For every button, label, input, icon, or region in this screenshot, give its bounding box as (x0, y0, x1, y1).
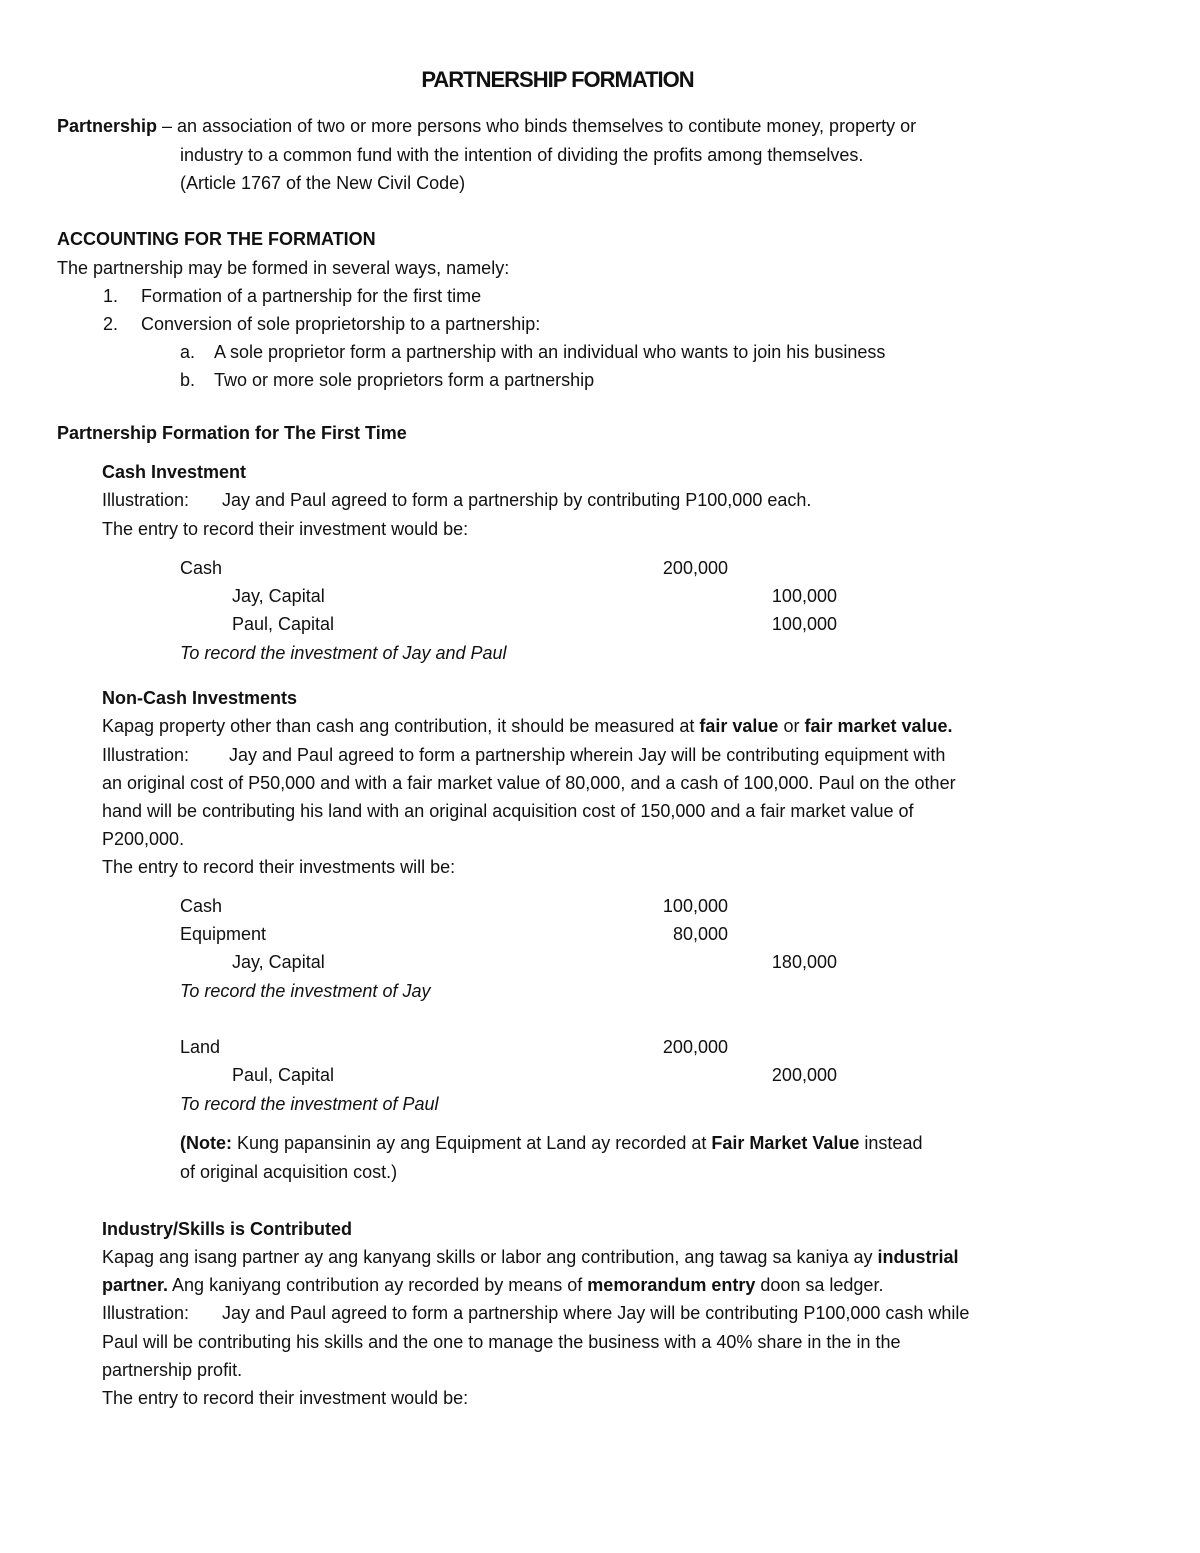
illustration-text: P200,000. (102, 829, 185, 849)
journal-memo: To record the investment of Jay and Paul (180, 643, 507, 663)
definition-line-1: Partnership – an association of two or more persons who binds themselves to contibute money, property or (57, 116, 917, 136)
journal-account: Paul, Capital (232, 614, 335, 634)
illustration-text: Paul will be contributing his skills and the one to manage the business with a 40% share in the in the (102, 1332, 901, 1352)
entry-intro: The entry to record their investment would be: (102, 519, 469, 539)
illustration-text: an original cost of P50,000 and with a fair market value of 80,000, and a cash of 100,000. Paul on the other (102, 773, 956, 793)
illustration-text: hand will be contributing his land with an original acquisition cost of 150,000 and a fair market value of (102, 801, 914, 821)
journal-debit: 200,000 (662, 1037, 728, 1057)
journal-credit: 180,000 (771, 952, 837, 972)
definition-term: Partnership (57, 116, 158, 136)
sublist-item-text: A sole proprietor form a partnership with an individual who wants to join his business (214, 342, 886, 362)
illustration-text: Jay and Paul agreed to form a partnership where Jay will be contributing P100,000 cash while (222, 1303, 970, 1323)
note-line-2: of original acquisition cost.) (180, 1162, 398, 1182)
illustration-label: Illustration: (102, 490, 190, 510)
industry-paragraph-line-1: Kapag ang isang partner ay ang kanyang skills or labor ang contribution, ang tawag sa kaniya ay industrial (102, 1247, 959, 1267)
section-heading-first-time: Partnership Formation for The First Time (57, 423, 407, 443)
journal-debit: 100,000 (662, 896, 728, 916)
list-item-num: 2. (103, 314, 119, 334)
illustration-label: Illustration: (102, 1303, 190, 1323)
journal-account: Cash (180, 558, 223, 578)
definition-citation: (Article 1767 of the New Civil Code) (180, 173, 466, 193)
journal-account: Paul, Capital (232, 1065, 335, 1085)
note-line-1: (Note: Kung papansinin ay ang Equipment at Land ay recorded at Fair Market Value instead (180, 1133, 923, 1153)
illustration-label: Illustration: (102, 745, 190, 765)
journal-account: Jay, Capital (232, 952, 325, 972)
illustration-text: Jay and Paul agreed to form a partnership wherein Jay will be contributing equipment with (229, 745, 946, 765)
journal-memo: To record the investment of Jay (180, 981, 431, 1001)
illustration-text: partnership profit. (102, 1360, 243, 1380)
list-item-num: 1. (103, 286, 119, 306)
journal-credit: 200,000 (771, 1065, 837, 1085)
journal-account: Jay, Capital (232, 586, 325, 606)
sublist-item-text: Two or more sole proprietors form a partnership (214, 370, 595, 390)
journal-memo: To record the investment of Paul (180, 1094, 439, 1114)
subheading-non-cash: Non-Cash Investments (102, 688, 298, 708)
noncash-rule: Kapag property other than cash ang contribution, it should be measured at fair value or fair market value. (102, 716, 953, 736)
definition-line-2: industry to a common fund with the intention of dividing the profits among themselves. (180, 145, 864, 165)
journal-debit: 80,000 (672, 924, 728, 944)
journal-credit: 100,000 (771, 586, 837, 606)
journal-account: Land (180, 1037, 221, 1057)
sublist-item-letter: b. (180, 370, 196, 390)
sublist-item-letter: a. (180, 342, 196, 362)
list-item-text: Conversion of sole proprietorship to a partnership: (141, 314, 541, 334)
section-heading-accounting: ACCOUNTING FOR THE FORMATION (57, 229, 376, 249)
subheading-industry: Industry/Skills is Contributed (102, 1219, 353, 1239)
entry-intro: The entry to record their investments will be: (102, 857, 456, 877)
journal-debit: 200,000 (662, 558, 728, 578)
subheading-cash-investment: Cash Investment (102, 462, 247, 482)
journal-credit: 100,000 (771, 614, 837, 634)
journal-account: Equipment (180, 924, 267, 944)
industry-paragraph-line-2: partner. Ang kaniyang contribution ay recorded by means of memorandum entry doon sa ledger. (102, 1275, 884, 1295)
accounting-intro: The partnership may be formed in several ways, namely: (57, 258, 510, 278)
list-item-text: Formation of a partnership for the first time (141, 286, 482, 306)
illustration-text: Jay and Paul agreed to form a partnership by contributing P100,000 each. (222, 490, 812, 510)
page-title: PARTNERSHIP FORMATION (421, 67, 694, 92)
journal-account: Cash (180, 896, 223, 916)
entry-intro: The entry to record their investment would be: (102, 1388, 469, 1408)
